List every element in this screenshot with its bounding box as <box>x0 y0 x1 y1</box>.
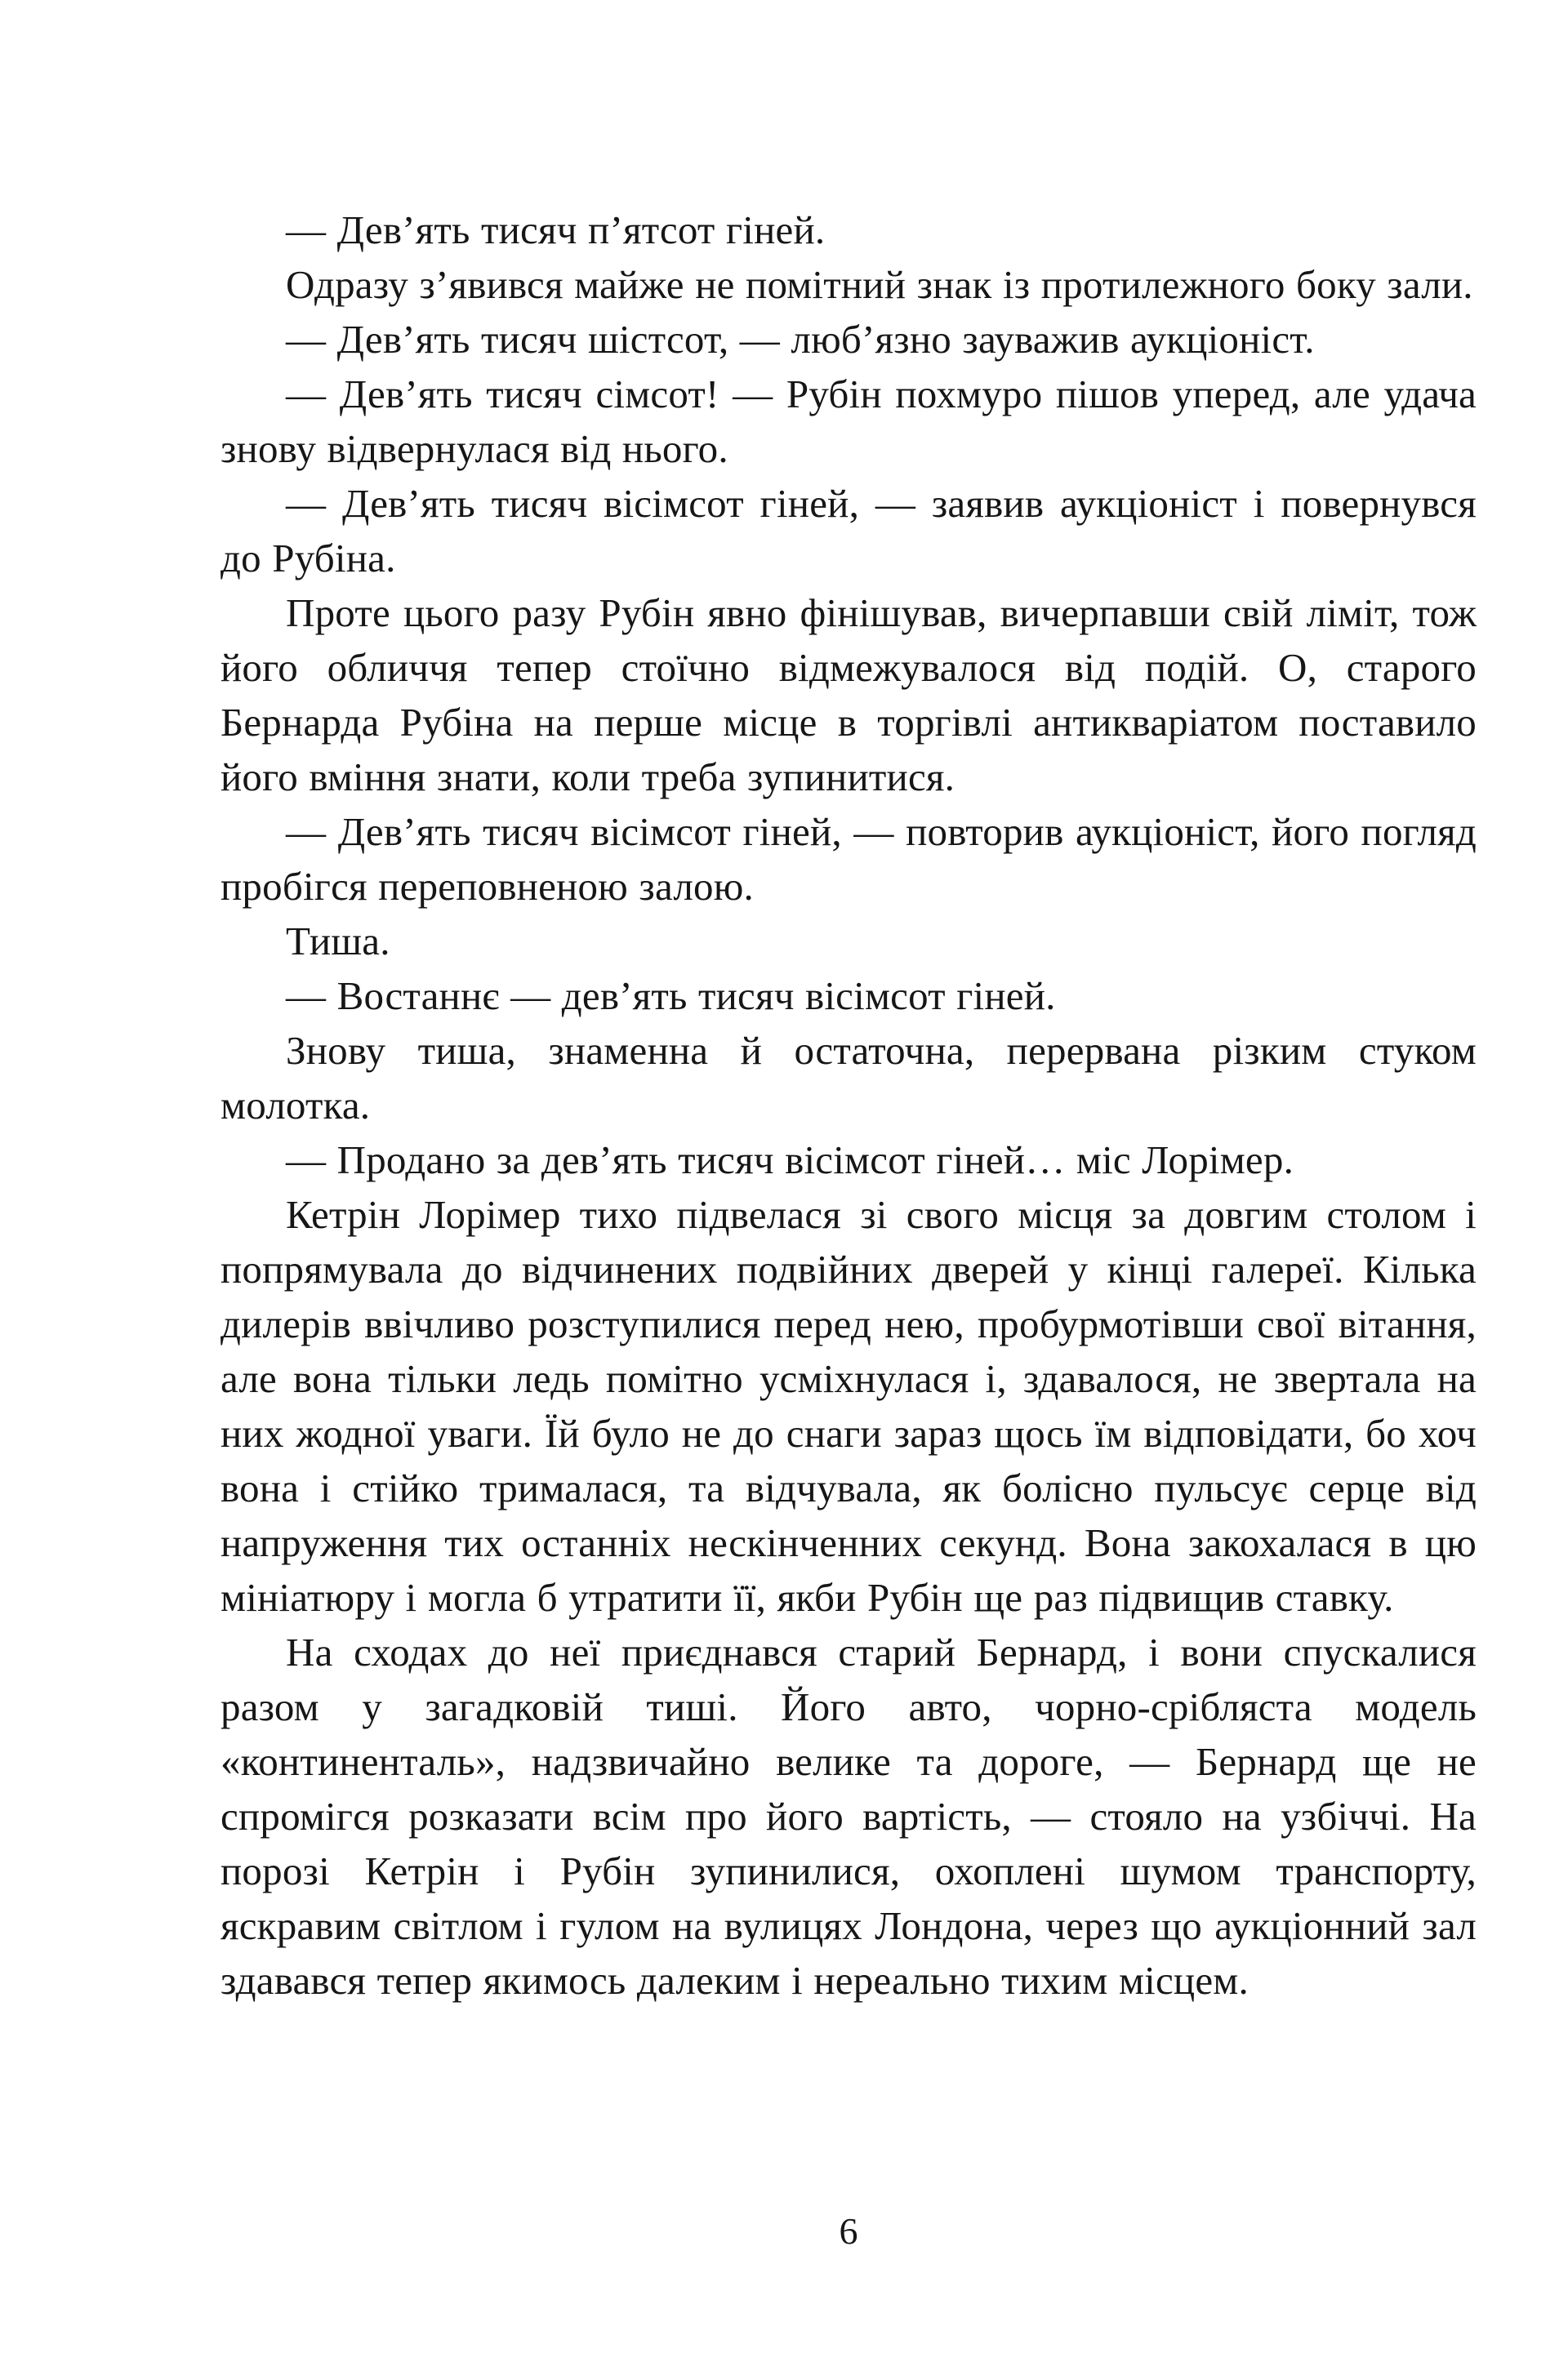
paragraph: — Дев’ять тисяч вісімсот гіней, — повторив аукціоніст, його погляд пробігся переповненою залою. <box>220 809 1477 909</box>
paragraph: — Дев’ять тисяч сімсот! — Рубін похмуро пішов уперед, але удача знову відвернулася від нього. <box>220 371 1477 471</box>
paragraph: Одразу з’явився майже не помітний знак із протилежного боку зали. <box>286 262 1473 307</box>
paragraph: — Продано за дев’ять тисяч вісімсот гіней… міс Лорімер. <box>286 1137 1294 1182</box>
paragraph: Знову тиша, знаменна й остаточна, перервана різким стуком молотка. <box>220 1028 1477 1128</box>
paragraph: Проте цього разу Рубін явно фінішував, вичерпавши свій ліміт, тож його обличчя тепер стоїчно відмежувалося від подій. О, старого Бернарда Рубіна на перше місце в торгівлі антикваріатом поставило його вміння знати, коли треба зупинитися. <box>220 590 1477 799</box>
paragraph: — Дев’ять тисяч вісімсот гіней, — заявив аукціоніст і повернувся до Рубіна. <box>220 481 1477 581</box>
paragraph: Кетрін Лорімер тихо підвелася зі свого місця за довгим столом і попрямувала до відчинених подвійних дверей у кінці галереї. Кілька дилерів ввічливо розступилися перед нею, пробурмотівши свої вітання, але вона тільки ледь помітно усміхнулася і, здавалося, не звертала на них жодної уваги. Їй було не до снаги зараз щось їм відповідати, бо хоч вона і стійко трималася, та відчувала, як болісно пульсує серце від напруження тих останніх нескінченних секунд. Вона закохалася в цю мініатюру і могла б утратити її, якби Рубін ще раз підвищив ставку. <box>220 1192 1477 1620</box>
paragraph: На сходах до неї приєднався старий Бернард, і вони спускалися разом у загадковій тиші. Його авто, чорно-срібляста модель «континенталь», надзвичайно велике та дороге, — Бернард ще не спромігся розказати всім про його вартість, — стояло на узбіччі. На порозі Кетрін і Рубін зупинилися, охоплені шумом транспорту, яскравим світлом і гулом на вулицях Лондона, через що аукціонний зал здавався тепер якимось далеким і нереально тихим місцем. <box>220 1630 1477 2003</box>
paragraph: — Востаннє — дев’ять тисяч вісімсот гіней. <box>286 973 1056 1018</box>
paragraphs-container <box>220 202 1477 2008</box>
page-footer <box>220 2210 1477 2252</box>
paragraph: — Дев’ять тисяч п’ятсот гіней. <box>286 207 826 252</box>
paragraph: Тиша. <box>286 919 390 963</box>
paragraph: — Дев’ять тисяч шістсот, — люб’язно зауважив аукціоніст. <box>286 317 1315 362</box>
page-text <box>220 202 1477 2008</box>
page-number: 6 <box>839 2210 858 2252</box>
